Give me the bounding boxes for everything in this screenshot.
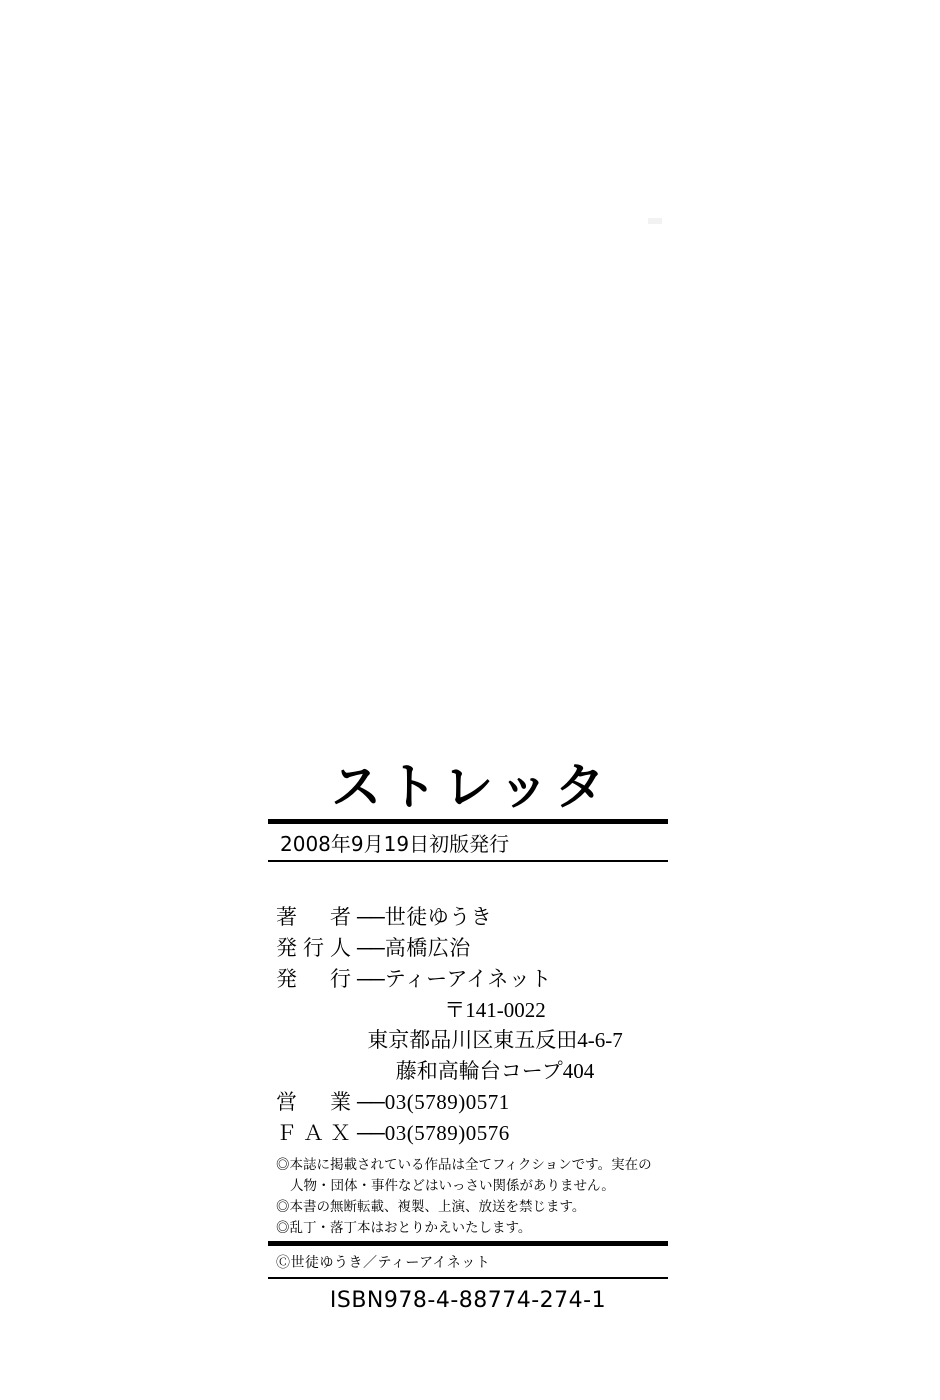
contact-dash: ──: [357, 1121, 383, 1146]
contact-label: ＦＡＸ: [276, 1121, 357, 1146]
note-line: [276, 1155, 668, 1176]
divider-top-thick: [268, 819, 668, 824]
credit-row: [276, 933, 668, 964]
credit-value: 高橋広治: [384, 935, 471, 960]
note-bullet: ◎: [276, 1156, 290, 1172]
colophon-block: [268, 760, 668, 1313]
contact-row: [276, 1118, 668, 1149]
divider-above-isbn: [268, 1277, 668, 1279]
credits-list: [268, 902, 668, 1149]
divider-under-date: [268, 860, 668, 862]
credit-value: ティーアイネット: [384, 966, 552, 991]
note-bullet: ◎: [276, 1198, 290, 1214]
faint-artifact-mark: [648, 218, 662, 224]
credit-dash: ──: [357, 905, 383, 929]
credit-dash: ──: [357, 935, 383, 960]
page-title: ストレッタ: [331, 758, 611, 816]
divider-bottom-thick: [268, 1241, 668, 1246]
note-text: 本書の無断転載、複製、上演、放送を禁じます。: [289, 1198, 586, 1214]
address-line: 東京都品川区東五反田4-6-7: [367, 1028, 623, 1053]
credit-label: 発行人: [276, 935, 357, 960]
note-bullet: ◎: [276, 1219, 290, 1235]
credit-row: [276, 902, 668, 933]
credit-dash: ──: [357, 966, 383, 991]
address-line: 藤和高輪台コープ404: [395, 1059, 595, 1084]
publication-date: 2008年9月19日初版発行: [280, 832, 510, 856]
credit-row: [276, 964, 668, 995]
notes-list: [268, 1155, 668, 1239]
note-text: 本誌に掲載されている作品は全てフィクションです。実在の: [289, 1156, 652, 1172]
contact-row: [276, 1087, 668, 1118]
credit-label: 発 行: [276, 966, 357, 991]
credit-value: 世徒ゆうき: [384, 905, 493, 929]
note-line: [276, 1197, 668, 1218]
contact-label: 営 業: [276, 1090, 357, 1115]
contact-value: 03(5789)0576: [384, 1121, 510, 1146]
note-line: [276, 1218, 668, 1239]
contact-dash: ──: [357, 1090, 383, 1115]
note-continuation: 人物・団体・事件などはいっさい関係がありません。: [290, 1177, 615, 1193]
address-line: 〒141-0022: [444, 997, 546, 1022]
note-text: 乱丁・落丁本はおとりかえいたします。: [289, 1219, 532, 1235]
credit-label: 著 者: [276, 905, 357, 929]
isbn-number: ISBN978-4-88774-274-1: [329, 1287, 607, 1313]
contact-value: 03(5789)0571: [384, 1090, 510, 1115]
copyright-line: Ⓒ世徒ゆうき／ティーアイネット: [276, 1255, 491, 1271]
